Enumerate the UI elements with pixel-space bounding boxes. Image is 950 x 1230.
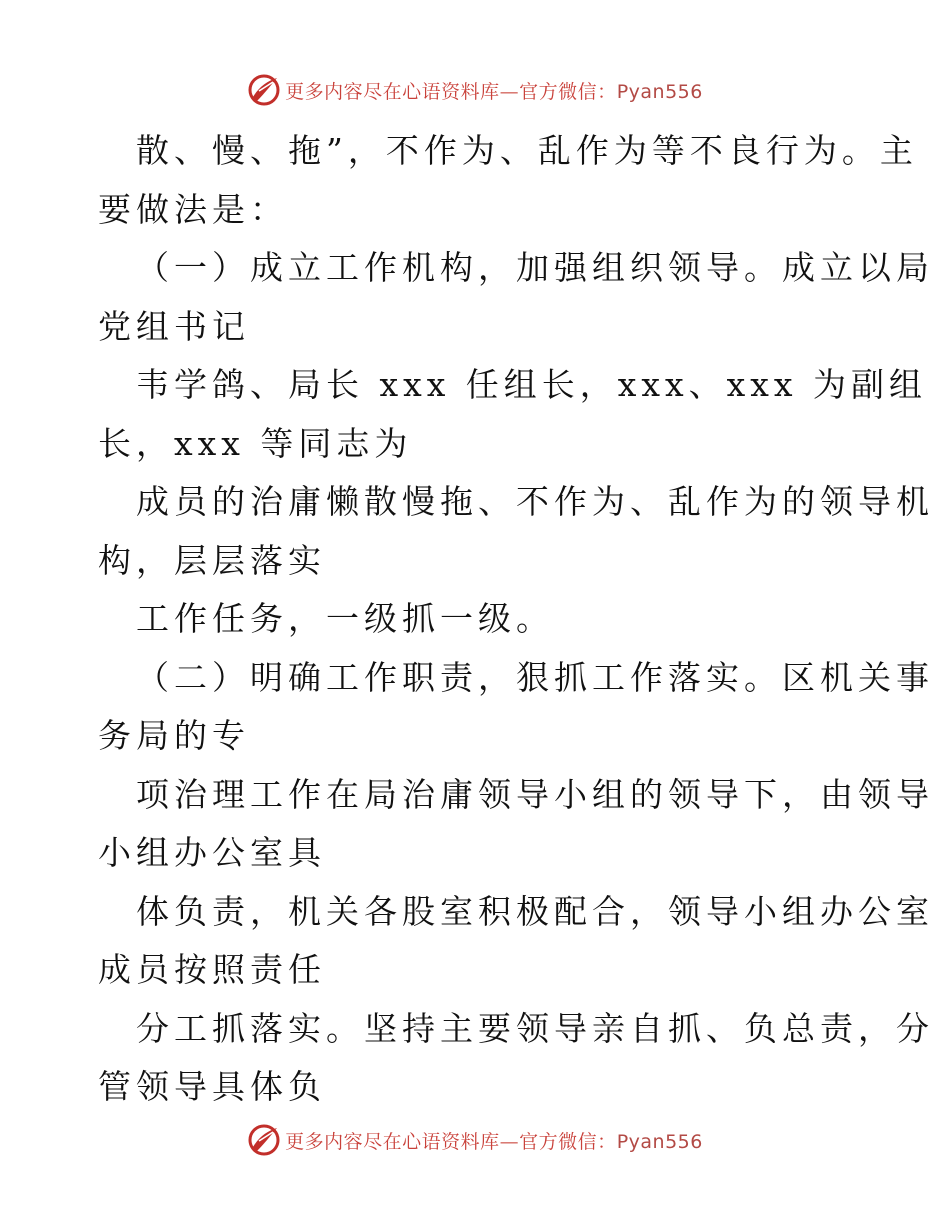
body-line: （一）成立工作机构，加强组织领导。成立以局 (136, 248, 934, 287)
body-line: 务局的专 (98, 716, 250, 755)
header-wechat-label: 官方微信： (519, 80, 617, 103)
footer-banner (0, 1120, 950, 1160)
body-line: （二）明确工作职责，狠抓工作落实。区机关事 (136, 657, 934, 697)
body-line: 成员的治庸懒散慢拖、不作为、乱作为的领导机 (136, 482, 934, 521)
body-line: 体负责，机关各股室积极配合，领导小组办公室 (136, 891, 934, 931)
body-line: 韦学鸽、局长 xxx 任组长，xxx、xxx 为副组 (136, 365, 927, 404)
header-banner-inner (247, 73, 703, 107)
header-banner-text (285, 77, 703, 104)
document-body (98, 122, 934, 1117)
body-line: 项治理工作在局治庸领导小组的领导下，由领导 (136, 774, 934, 814)
footer-brand-text: 更多内容尽在心语资料库 (285, 1130, 500, 1153)
body-line: 构，层层落实 (98, 540, 326, 580)
footer-banner-inner (247, 1123, 703, 1157)
footer-banner-text (285, 1127, 703, 1154)
header-banner (0, 70, 950, 110)
footer-wechat-account: Pyan556 (616, 1130, 703, 1153)
body-line: 散、慢、拖”，不作为、乱作为等不良行为。主 (136, 131, 918, 170)
body-line: 管领导具体负 (98, 1067, 326, 1106)
footer-separator: — (499, 1130, 520, 1153)
brand-logo-icon (247, 1123, 281, 1157)
brand-logo-icon (247, 73, 281, 107)
body-line: 工作任务，一级抓一级。 (136, 599, 554, 638)
header-separator: — (499, 80, 520, 103)
body-line: 成员按照责任 (98, 950, 326, 989)
body-line: 党组书记 (98, 306, 250, 346)
body-line: 分工抓落实。坚持主要领导亲自抓、负总责，分 (136, 1008, 934, 1048)
header-brand-text: 更多内容尽在心语资料库 (285, 80, 500, 103)
body-line: 长，xxx 等同志为 (98, 423, 413, 463)
header-wechat-account: Pyan556 (616, 80, 703, 103)
body-line: 小组办公室具 (98, 833, 326, 872)
footer-wechat-label: 官方微信： (519, 1130, 617, 1153)
body-line: 要做法是： (98, 189, 288, 229)
